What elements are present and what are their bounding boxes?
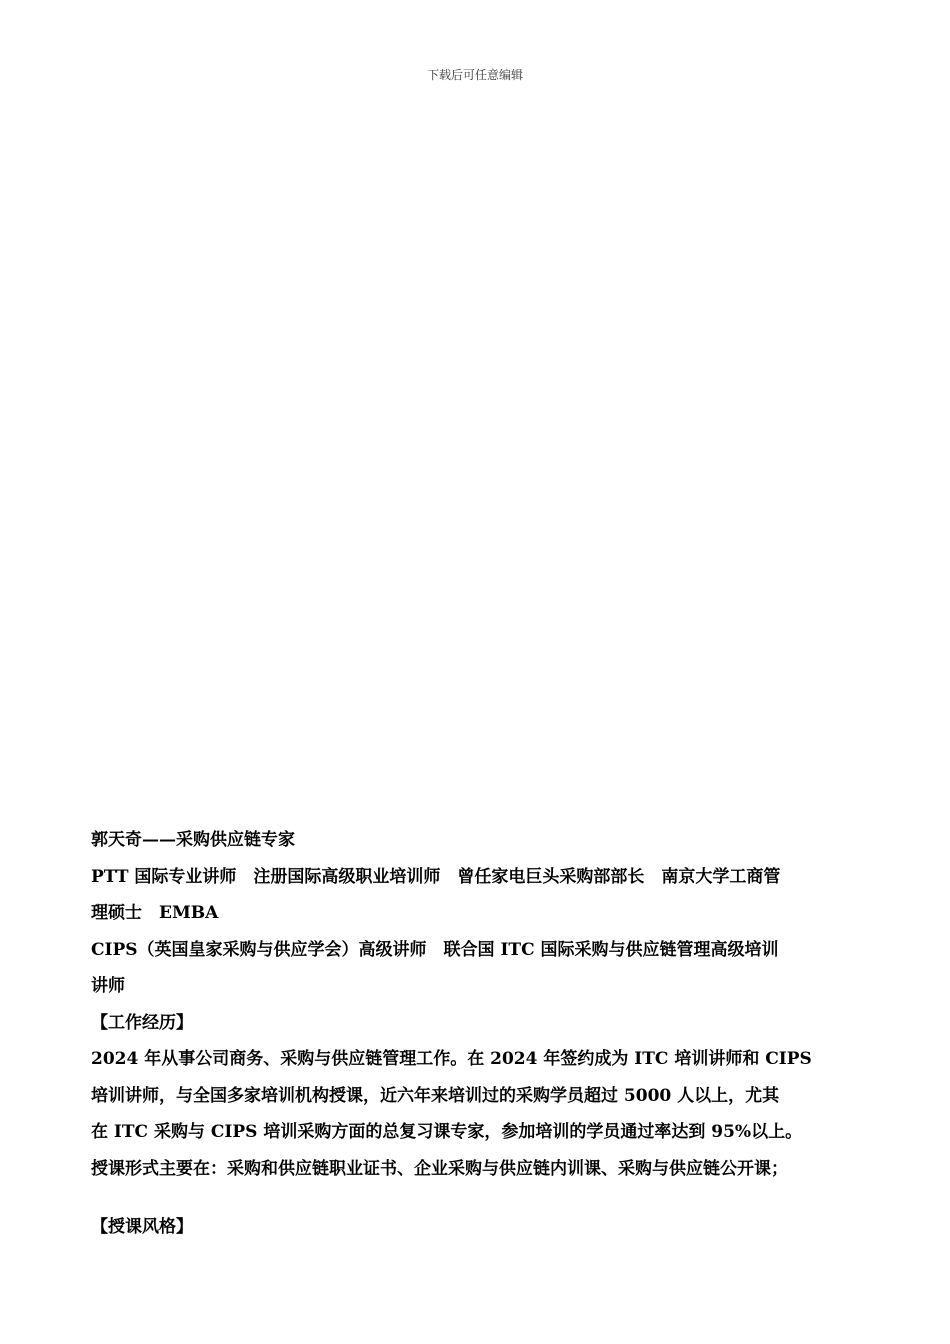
name-title: 郭天奇——采购供应链专家 [91,830,295,850]
credentials-line: CIPS（英国皇家采购与供应学会）高级讲师 联合国 ITC 国际采购与供应链管理高级培训 [91,939,779,960]
credentials-line: 理硕士 EMBA [91,903,219,923]
teaching-style-heading: 【授课风格】 [91,1217,193,1237]
experience-line: 在 ITC 采购与 CIPS 培训采购方面的总复习课专家，参加培训的学员通过率达到 95%以上。 [91,1122,803,1142]
credentials-line: 讲师 [91,976,125,996]
page-header-note: 下载后可任意编辑 [426,68,523,82]
experience-line: 授课形式主要在：采购和供应链职业证书、企业采购与供应链内训课、采购与供应链公开课； [91,1158,788,1179]
experience-line: 2024 年从事公司商务、采购与供应链管理工作。在 2024 年签约成为 ITC 培训讲师和 CIPS [91,1049,812,1069]
document-body [91,822,871,1246]
experience-line: 培训讲师，与全国多家培训机构授课，近六年来培训过的采购学员超过 5000 人以上，尤其 [91,1085,780,1106]
paragraph-spacer [91,1187,871,1209]
credentials-line: PTT 国际专业讲师 注册国际高级职业培训师 曾任家电巨头采购部部长 南京大学工商管 [91,866,781,887]
experience-heading: 【工作经历】 [91,1012,193,1033]
